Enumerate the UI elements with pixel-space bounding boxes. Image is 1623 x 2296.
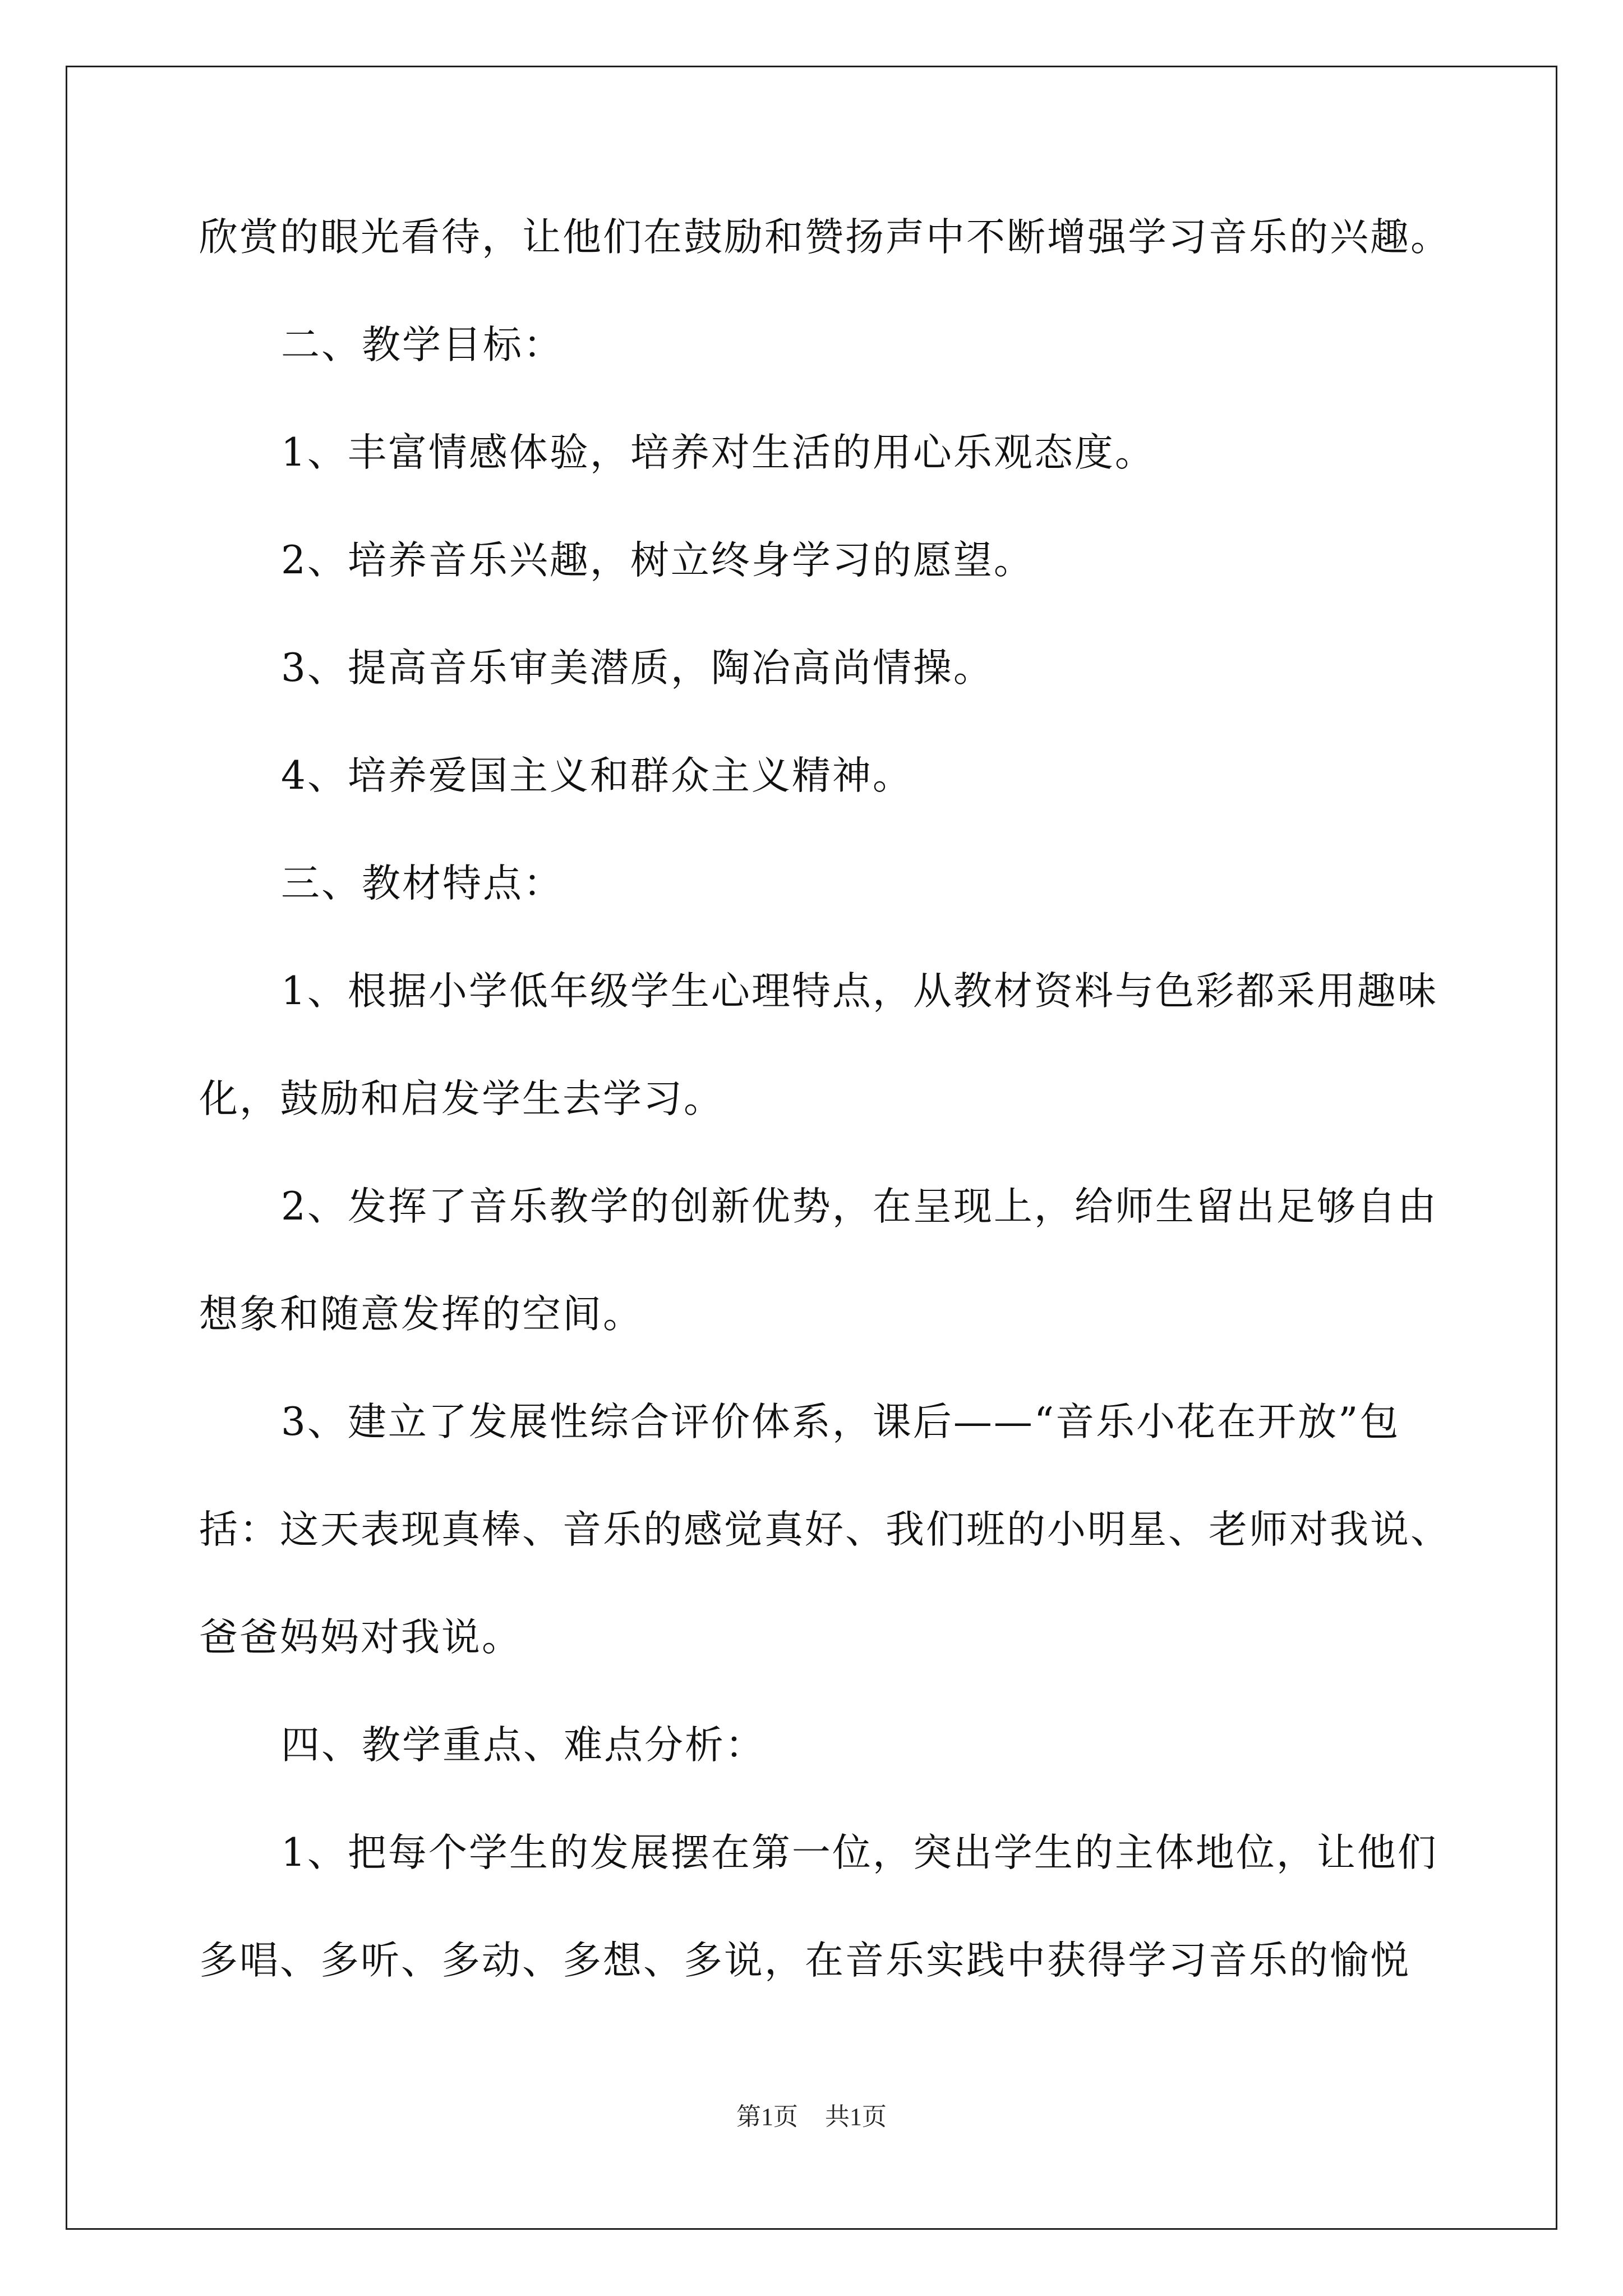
text-line: 想象和随意发挥的空间。 xyxy=(199,1292,643,1337)
text-line: 3、建立了发展性综合评价体系，课后——“音乐小花在开放”包 xyxy=(281,1400,1400,1444)
page-number: 第1页 xyxy=(736,2103,798,2131)
text-line: 欣赏的眼光看待，让他们在鼓励和赞扬声中不断增强学习音乐的兴趣。 xyxy=(199,215,1451,260)
text-line: 3、提高音乐审美潜质，陶冶高尚情操。 xyxy=(281,646,994,691)
text-line: 多唱、多听、多动、多想、多说，在音乐实践中获得学习音乐的愉悦 xyxy=(199,1938,1410,1983)
text-line: 4、培养爱国主义和群众主义精神。 xyxy=(281,753,913,798)
text-line: 爸爸妈妈对我说。 xyxy=(199,1615,522,1660)
text-line: 1、把每个学生的发展摆在第一位，突出学生的主体地位，让他们 xyxy=(281,1830,1438,1875)
text-line: 2、培养音乐兴趣，树立终身学习的愿望。 xyxy=(281,538,1034,583)
text-line: 括：这天表现真棒、音乐的感觉真好、我们班的小明星、老师对我说、 xyxy=(199,1507,1451,1552)
page-total: 共1页 xyxy=(825,2103,887,2131)
text-line: 2、发挥了音乐教学的创新优势，在呈现上，给师生留出足够自由 xyxy=(281,1184,1438,1229)
section-heading: 二、教学目标： xyxy=(281,323,564,367)
section-heading: 三、教材特点： xyxy=(281,861,564,906)
page-footer xyxy=(0,2102,1623,2132)
page-border xyxy=(66,66,1557,2230)
text-line: 化，鼓励和启发学生去学习。 xyxy=(199,1076,724,1121)
section-heading: 四、教学重点、难点分析： xyxy=(281,1723,766,1768)
text-line: 1、丰富情感体验，培养对生活的用心乐观态度。 xyxy=(281,430,1155,475)
text-line: 1、根据小学低年级学生心理特点，从教材资料与色彩都采用趣味 xyxy=(281,969,1438,1014)
